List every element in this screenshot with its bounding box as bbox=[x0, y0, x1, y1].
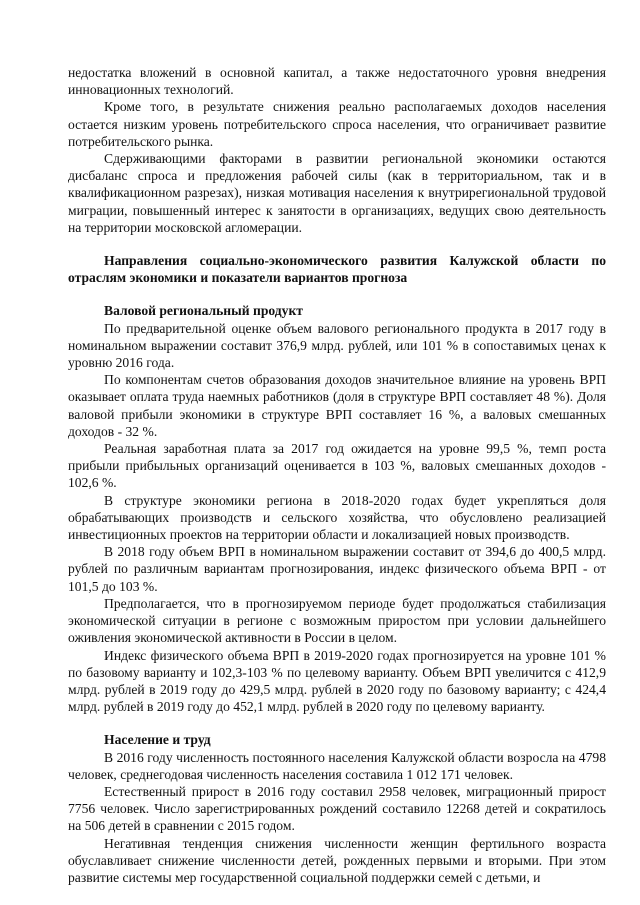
spacer bbox=[68, 236, 606, 252]
spacer bbox=[68, 286, 606, 302]
paragraph: Негативная тенденция снижения численности женщин фертильного возраста обуславливает снижение численности детей, рожденных первыми и вторыми. При этом развитие системы мер государственной социальной поддержки семей с детьми, и bbox=[68, 835, 606, 885]
paragraph: Сдерживающими факторами в развитии региональной экономики остаются дисбаланс спроса и предложения рабочей силы (как в территориальном, так и в квалификационном разрезах), низкая мотивация населения к внутрирегиональной трудовой миграции, повышенный интерес к занятости в организациях, ведущих свою деятельность на территории московской агломерации. bbox=[68, 151, 606, 235]
paragraph: Реальная заработная плата за 2017 год ожидается на уровне 99,5 %, темп роста прибыли прибыльных организаций оценивается в 103 %, валовых смешанных доходов - 102,6 %. bbox=[68, 441, 606, 491]
population-subheading: Население и труд bbox=[104, 732, 211, 748]
paragraph: недостатка вложений в основной капитал, а также недостаточного уровня внедрения инновационных технологий. bbox=[68, 65, 606, 98]
paragraph: Индекс физического объема ВРП в 2019-2020 годах прогнозируется на уровне 101 % по базовому варианту и 102,3-103 % по целевому варианту. Объем ВРП увеличится с 412,9 млрд. рублей в 2019 году до 429,5 млрд. рублей в 2020 году по базовому варианту; с 424,4 млрд. рублей в 2019 году до 452,1 млрд. рублей в 2020 году по целевому варианту. bbox=[68, 647, 606, 715]
paragraph: Кроме того, в результате снижения реально располагаемых доходов населения остается низким уровень потребительского спроса населения, что ограничивает развитие потребительского рынка. bbox=[68, 99, 606, 149]
paragraph: В 2016 году численность постоянного населения Калужской области возросла на 4798 человек, среднегодовая численность населения составила 1 012 171 человек. bbox=[68, 749, 606, 782]
paragraph: Предполагается, что в прогнозируемом периоде будет продолжаться стабилизация экономической ситуации в регионе с возможным приростом при условии дальнейшего оживления экономической активности в России в целом. bbox=[68, 595, 606, 646]
paragraph: В структуре экономики региона в 2018-2020 годах будет укрепляться доля обрабатывающих производств и сельского хозяйства, что обусловлено реализацией инвестиционных проектов на территории области и локализацией новых производств. bbox=[68, 492, 606, 543]
section-heading: Направления социально-экономического развития Калужской области по отраслям экономики и показатели вариантов прогноза bbox=[68, 253, 606, 286]
paragraph: В 2018 году объем ВРП в номинальном выражении составит от 394,6 до 400,5 млрд. рублей по различным вариантам прогнозирования, индекс физического объема ВРП - от 101,5 до 103 %. bbox=[68, 544, 606, 594]
paragraph: Естественный прирост в 2016 году составил 2958 человек, миграционный прирост 7756 человек. Число зарегистрированных рождений составило 12268 детей и сократилось на 506 детей в сравнении с 2015 годом. bbox=[68, 783, 606, 834]
document-body bbox=[68, 64, 606, 886]
paragraph: По компонентам счетов образования доходов значительное влияние на уровень ВРП оказывает оплата труда наемных работников (доля в структуре ВРП составляет 48 %). Доля валовой прибыли экономики в структуре ВРП составляет 16 %, а валовых смешанных доходов - 32 %. bbox=[68, 372, 606, 439]
grp-subheading: Валовой региональный продукт bbox=[104, 303, 303, 319]
spacer bbox=[68, 715, 606, 731]
paragraph: По предварительной оценке объем валового регионального продукта в 2017 году в номинальном выражении составит 376,9 млрд. рублей, или 101 % в сопоставимых ценах к уровню 2016 года. bbox=[68, 320, 606, 371]
